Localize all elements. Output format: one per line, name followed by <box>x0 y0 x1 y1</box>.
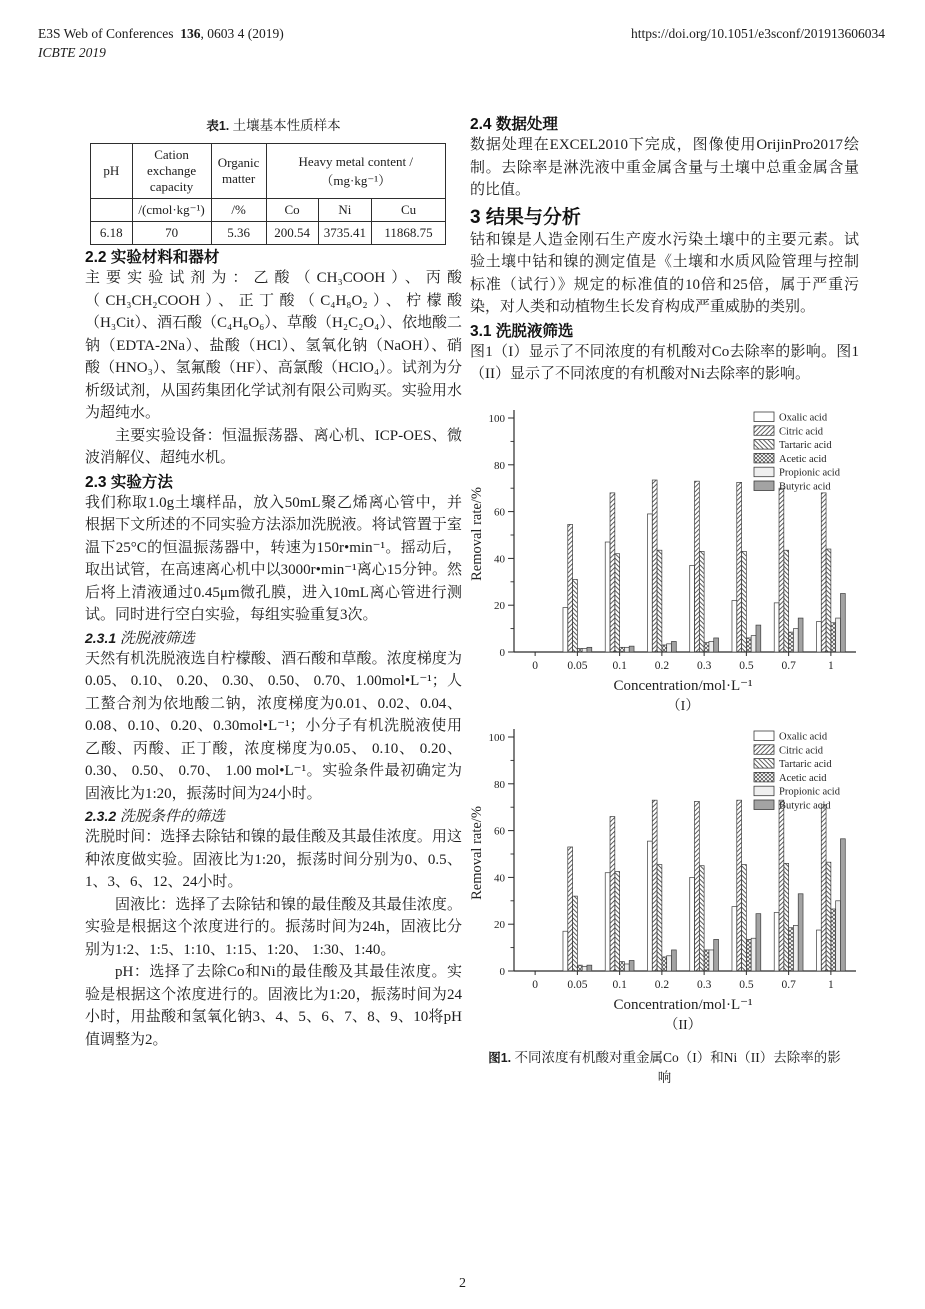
journal-header <box>38 24 284 62</box>
svg-text:0.05: 0.05 <box>567 978 588 991</box>
svg-text:60: 60 <box>494 506 505 519</box>
doi-link[interactable]: https://doi.org/10.1051/e3sconf/201913606034 <box>631 26 885 41</box>
figure1-caption-label: 图1. <box>488 1050 512 1065</box>
figure1-chart-ni <box>470 723 859 1036</box>
section-2-3-paragraph-1: 我们称取1.0g土壤样品，放入50mL聚乙烯离心管中，并根据下文所述的不同实验方法添加洗脱液。将试管置于室温下25°C的恒温振荡器中，转速为150r•min⁻¹。摇动后，取出试管，在高速离心机中以3000r•min⁻¹离心15分钟。然后将上清液通过0.45μm微孔膜，进入10mL离心管进行测试。同时进行空白实验，每组实验重复3次。 <box>85 494 462 623</box>
cell-cu: 11868.75 <box>372 222 446 245</box>
svg-text:Citric acid: Citric acid <box>779 744 824 756</box>
section-3-1-heading: 3.1 洗脱液筛选 <box>470 322 574 340</box>
svg-text:0.3: 0.3 <box>696 978 712 991</box>
svg-text:1: 1 <box>828 978 834 991</box>
section-2-3-2-heading <box>85 805 462 826</box>
table1-caption-label: 表1. <box>206 119 230 133</box>
svg-text:0.2: 0.2 <box>654 978 670 991</box>
table-row <box>91 222 446 245</box>
svg-text:Propionic acid: Propionic acid <box>779 467 840 479</box>
svg-text:0.5: 0.5 <box>739 978 754 991</box>
svg-text:0.3: 0.3 <box>696 659 712 672</box>
section-2-4-paragraph-1: 数据处理在EXCEL2010下完成，图像使用OrijinPro2017绘制。去除率是淋洗液中重金属含量与土壤中总重金属含量的比值。 <box>470 137 859 198</box>
figure1-caption <box>470 1048 859 1088</box>
section-2-3-2-paragraph-3: pH：选择了去除Co和Ni的最佳酸及其最佳浓度。实验是根据这个浓度进行的。固液比为1:20，振荡时间为24小时，用盐酸和氢氧化钠3、4、5、6、7、8、9、10将pH值调整为2。 <box>85 964 462 1048</box>
th-ph-unit <box>91 199 133 222</box>
section-2-4-heading: 2.4 数据处理 <box>470 116 558 133</box>
cell-ni: 3735.41 <box>318 222 371 245</box>
svg-text:40: 40 <box>494 871 505 884</box>
page-number: 2 <box>459 1276 466 1291</box>
section-2-3-heading: 2.3 实验方法 <box>85 473 173 491</box>
th-ph: pH <box>91 144 133 199</box>
th-cu: Cu <box>372 199 446 222</box>
svg-text:Tartaric acid: Tartaric acid <box>779 758 832 770</box>
figure1 <box>470 404 859 1088</box>
section-2-3-2-paragraph-1: 洗脱时间：选择去除钴和镍的最佳酸及其最佳浓度。用这种浓度做实验。固液比为1:20，振荡时间分别为0、0.5、1、3、6、12、24小时。 <box>85 829 462 890</box>
right-column <box>470 112 859 1088</box>
section-2-3-1-title: 洗脱液筛选 <box>116 630 195 647</box>
section-2-3-1-heading <box>85 627 462 648</box>
journal-name: E3S Web of Conferences <box>38 26 174 41</box>
th-om: Organic matter <box>211 144 266 199</box>
table1-caption-text: 土壤基本性质样本 <box>229 118 341 133</box>
svg-text:Propionic acid: Propionic acid <box>779 786 840 798</box>
cell-ph: 6.18 <box>91 222 133 245</box>
section-2-3-1-number: 2.3.1 <box>85 629 117 646</box>
cell-om: 5.36 <box>211 222 266 245</box>
conference-name: ICBTE 2019 <box>38 45 106 60</box>
svg-text:0.7: 0.7 <box>781 978 796 991</box>
svg-text:20: 20 <box>494 918 505 931</box>
svg-text:0.2: 0.2 <box>654 659 670 672</box>
svg-text:（I）: （I） <box>666 698 700 712</box>
th-ni: Ni <box>318 199 371 222</box>
section-2-3-1-paragraph-1: 天然有机洗脱液选自柠檬酸、酒石酸和草酸。浓度梯度为0.05、 0.10、 0.20、 0.30、 0.50、 0.70、1.00mol•L⁻¹；人工螯合剂为依地酸二钠，浓度梯度为0.01、0.02、0.04、0.08、0.10、0.20、0.30mol•L⁻¹；小分子有机洗脱液使用乙酸、丙酸、正丁酸，浓度梯度为0.05、 0.10、 0.20、 0.30、 0.50、 0.70、 1.00 mol•L⁻¹。实验条件最初确定为固液比为1:20，振荡时间为24小时。 <box>85 650 462 802</box>
svg-text:0.7: 0.7 <box>781 659 796 672</box>
svg-text:Removal rate/%: Removal rate/% <box>470 486 485 581</box>
section-2-2-paragraph-1: 主要实验试剂为：乙酸（CH₃COOH）、丙酸（CH₃CH₂COOH）、正丁酸（C₄H₈O₂）、柠檬酸（H₃Cit）、酒石酸（C₄H₆O₆）、草酸（H₂C₂O₄）、依地酸二钠（EDTA-2Na）、盐酸（HCl）、氢氧化钠（NaOH）、硝酸（HNO₃）、氢氟酸（HF）、高氯酸（HClO₄）。试剂为分析级试剂，从国药集团化学试剂有限公司购买。实验用水为超纯水。 <box>85 270 462 421</box>
th-co: Co <box>266 199 318 222</box>
svg-text:Concentration/mol·L⁻¹: Concentration/mol·L⁻¹ <box>613 677 753 694</box>
journal-volume: 136 <box>180 26 201 41</box>
svg-text:Removal rate/%: Removal rate/% <box>470 805 485 900</box>
section-3-1-paragraph-1: 图1（I）显示了不同浓度的有机酸对Co去除率的影响。图1（II）显示了不同浓度的有机酸对Ni去除率的影响。 <box>470 343 859 382</box>
svg-text:60: 60 <box>494 825 505 838</box>
svg-text:40: 40 <box>494 552 505 565</box>
th-cec: Cation exchange capacity <box>132 144 211 199</box>
svg-text:1: 1 <box>828 659 834 672</box>
svg-text:Acetic acid: Acetic acid <box>779 453 827 465</box>
svg-text:0: 0 <box>499 646 505 659</box>
svg-text:0: 0 <box>499 965 505 978</box>
section-2-2-heading: 2.2 实验材料和器材 <box>85 249 220 266</box>
th-cec-unit: /(cmol·kg⁻¹) <box>132 199 211 222</box>
section-3-heading: 3 结果与分析 <box>470 206 581 228</box>
svg-text:0.1: 0.1 <box>612 978 627 991</box>
cell-co: 200.54 <box>266 222 318 245</box>
svg-text:Oxalic acid: Oxalic acid <box>779 731 828 742</box>
svg-text:Tartaric acid: Tartaric acid <box>779 439 832 451</box>
figure1-chart-co <box>470 404 859 717</box>
svg-text:80: 80 <box>494 459 505 472</box>
svg-text:80: 80 <box>494 778 505 791</box>
bar-chart-panel <box>470 723 860 1031</box>
th-om-unit: /% <box>211 199 266 222</box>
svg-text:0.1: 0.1 <box>612 659 627 672</box>
cell-cec: 70 <box>132 222 211 245</box>
svg-text:Butyric acid: Butyric acid <box>779 481 831 492</box>
svg-text:Butyric acid: Butyric acid <box>779 800 831 811</box>
section-3-paragraph-1: 钴和镍是人造金刚石生产废水污染土壤中的主要元素。试验土壤中钴和镍的测定值是《土壤和水质风险管理与控制标准（试行）》规定的标准值的10倍和25倍，属于严重污染，对人类和动植物生长发育构成严重威胁的类别。 <box>470 231 859 315</box>
svg-text:Acetic acid: Acetic acid <box>779 772 827 784</box>
section-2-3-2-number: 2.3.2 <box>85 808 117 824</box>
journal-line <box>38 24 284 43</box>
svg-text:100: 100 <box>488 412 505 425</box>
section-2-2-paragraph-2: 主要实验设备：恒温振荡器、离心机、ICP-OES、微波消解仪、超纯水机。 <box>85 427 462 466</box>
svg-text:0.05: 0.05 <box>567 659 588 672</box>
svg-text:0: 0 <box>532 978 538 991</box>
section-2-3-2-paragraph-2: 固液比：选择了去除钴和镍的最佳酸及其最佳浓度。实验是根据这个浓度进行的。振荡时间为24h，固液比分别为1:2、1:5、1:10、1:15、1:20、 1:30、1:40。 <box>85 896 462 958</box>
svg-text:Citric acid: Citric acid <box>779 425 824 437</box>
th-heavy-metal: Heavy metal content /（mg·kg⁻¹） <box>266 144 445 199</box>
svg-text:Concentration/mol·L⁻¹: Concentration/mol·L⁻¹ <box>613 996 753 1013</box>
svg-text:0: 0 <box>532 659 538 672</box>
svg-text:0.5: 0.5 <box>739 659 754 672</box>
section-2-3-2-title: 洗脱条件的筛选 <box>116 809 225 825</box>
table-row <box>91 199 446 222</box>
figure1-caption-text: 不同浓度有机酸对重金属Co（I）和Ni（II）去除率的影响 <box>511 1049 841 1085</box>
table1-soil-properties <box>90 143 446 245</box>
journal-issue: , 0603 4 (2019) <box>200 26 284 41</box>
svg-text:20: 20 <box>494 599 505 612</box>
svg-text:Oxalic acid: Oxalic acid <box>779 412 828 423</box>
svg-text:（II）: （II） <box>664 1017 702 1031</box>
svg-text:100: 100 <box>488 731 505 744</box>
table-row <box>91 144 446 199</box>
bar-chart-panel <box>470 404 860 712</box>
table1-caption <box>85 114 462 134</box>
left-column <box>85 112 462 1051</box>
